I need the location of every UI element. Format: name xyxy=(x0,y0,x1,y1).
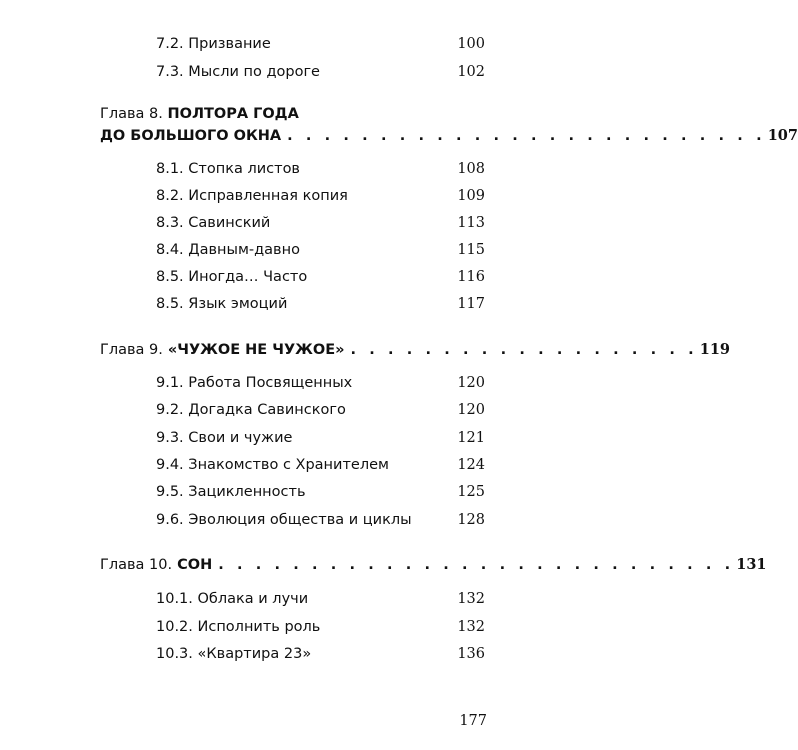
toc-entry-title: 9.3. Свои и чужие xyxy=(156,430,293,446)
chapter-8-heading-line2 xyxy=(100,125,798,147)
toc-entry-title: 10.3. «Квартира 23» xyxy=(156,646,312,662)
toc-entry-title: 9.4. Знакомство с Хранителем xyxy=(156,457,389,473)
toc-entry-title: 8.2. Исправленная копия xyxy=(156,188,348,204)
toc-entry-page: 113 xyxy=(457,215,485,231)
chapter-title: ДО БОЛЬШОГО ОКНА xyxy=(100,128,282,144)
toc-entry-10-1 xyxy=(156,588,485,610)
toc-entry-8-5a xyxy=(156,266,485,288)
toc-entry-10-2 xyxy=(156,616,485,638)
toc-entry-title: 7.3. Мысли по дороге xyxy=(156,64,320,80)
toc-entry-8-3 xyxy=(156,212,485,234)
toc-entry-title: 8.3. Савинский xyxy=(156,215,271,231)
toc-entry-title: 9.2. Догадка Савинского xyxy=(156,402,346,418)
toc-entry-page: 120 xyxy=(457,402,485,418)
toc-entry-8-2 xyxy=(156,185,485,207)
toc-entry-page: 109 xyxy=(457,188,485,204)
toc-entry-7-2 xyxy=(156,33,485,55)
toc-entry-title: 9.5. Зацикленность xyxy=(156,484,306,500)
toc-entry-page: 121 xyxy=(457,430,485,446)
leader-dots: . . . . . . . . . . . . . . . . . . . . . . . . . . . . xyxy=(218,557,735,573)
toc-entry-9-2 xyxy=(156,399,485,421)
toc-entry-9-4 xyxy=(156,454,485,476)
toc-entry-9-1 xyxy=(156,372,485,394)
chapter-page: 131 xyxy=(736,556,767,573)
leader-dots: . . . . . . . . . . . . . . . . . . . . . . . . . . xyxy=(287,128,766,144)
leader-dots: . . . . . . . . . . . . . . . . . . . xyxy=(350,342,698,358)
toc-entry-page: 116 xyxy=(457,269,485,285)
chapter-prefix: Глава 10. xyxy=(100,557,173,573)
toc-entry-page: 136 xyxy=(457,646,485,662)
toc-entry-title: 9.6. Эволюция общества и циклы xyxy=(156,512,412,528)
toc-entry-9-3 xyxy=(156,427,485,449)
chapter-title: СОН xyxy=(177,557,213,573)
page-number: 177 xyxy=(459,713,487,729)
toc-entry-page: 115 xyxy=(457,242,485,258)
toc-entry-page: 102 xyxy=(457,64,485,80)
chapter-title: «ЧУЖОЕ НЕ ЧУЖОЕ» xyxy=(167,342,345,358)
chapter-9-heading xyxy=(100,339,731,361)
toc-entry-7-3 xyxy=(156,61,485,83)
toc-entry-title: 8.5. Иногда… Часто xyxy=(156,269,308,285)
chapter-8-heading-line1 xyxy=(100,103,486,125)
chapter-prefix: Глава 8. xyxy=(100,106,163,122)
toc-entry-page: 124 xyxy=(457,457,485,473)
toc-entry-page: 128 xyxy=(457,512,485,528)
toc-entry-9-6 xyxy=(156,509,485,531)
toc-entry-8-4 xyxy=(156,239,485,261)
toc-entry-8-5b xyxy=(156,293,485,315)
toc-entry-page: 132 xyxy=(457,591,485,607)
toc-entry-8-1 xyxy=(156,158,485,180)
toc-entry-title: 7.2. Призвание xyxy=(156,36,271,52)
toc-entry-10-3 xyxy=(156,643,485,665)
toc-entry-page: 117 xyxy=(457,296,485,312)
toc-entry-page: 100 xyxy=(457,36,485,52)
chapter-prefix: Глава 9. xyxy=(100,342,163,358)
toc-entry-title: 9.1. Работа Посвященных xyxy=(156,375,353,391)
toc-entry-page: 108 xyxy=(457,161,485,177)
chapter-page: 119 xyxy=(699,341,731,358)
toc-entry-page: 132 xyxy=(457,619,485,635)
toc-entry-title: 10.2. Исполнить роль xyxy=(156,619,321,635)
toc-entry-title: 8.5. Язык эмоций xyxy=(156,296,288,312)
toc-entry-page: 125 xyxy=(457,484,485,500)
toc-entry-9-5 xyxy=(156,481,485,503)
toc-entry-title: 8.4. Давным-давно xyxy=(156,242,300,258)
toc-entry-page: 120 xyxy=(457,375,485,391)
toc-entry-title: 8.1. Стопка листов xyxy=(156,161,300,177)
chapter-10-heading xyxy=(100,554,767,576)
chapter-title: ПОЛТОРА ГОДА xyxy=(167,106,299,122)
chapter-page: 107 xyxy=(767,127,798,144)
toc-entry-title: 10.1. Облака и лучи xyxy=(156,591,309,607)
